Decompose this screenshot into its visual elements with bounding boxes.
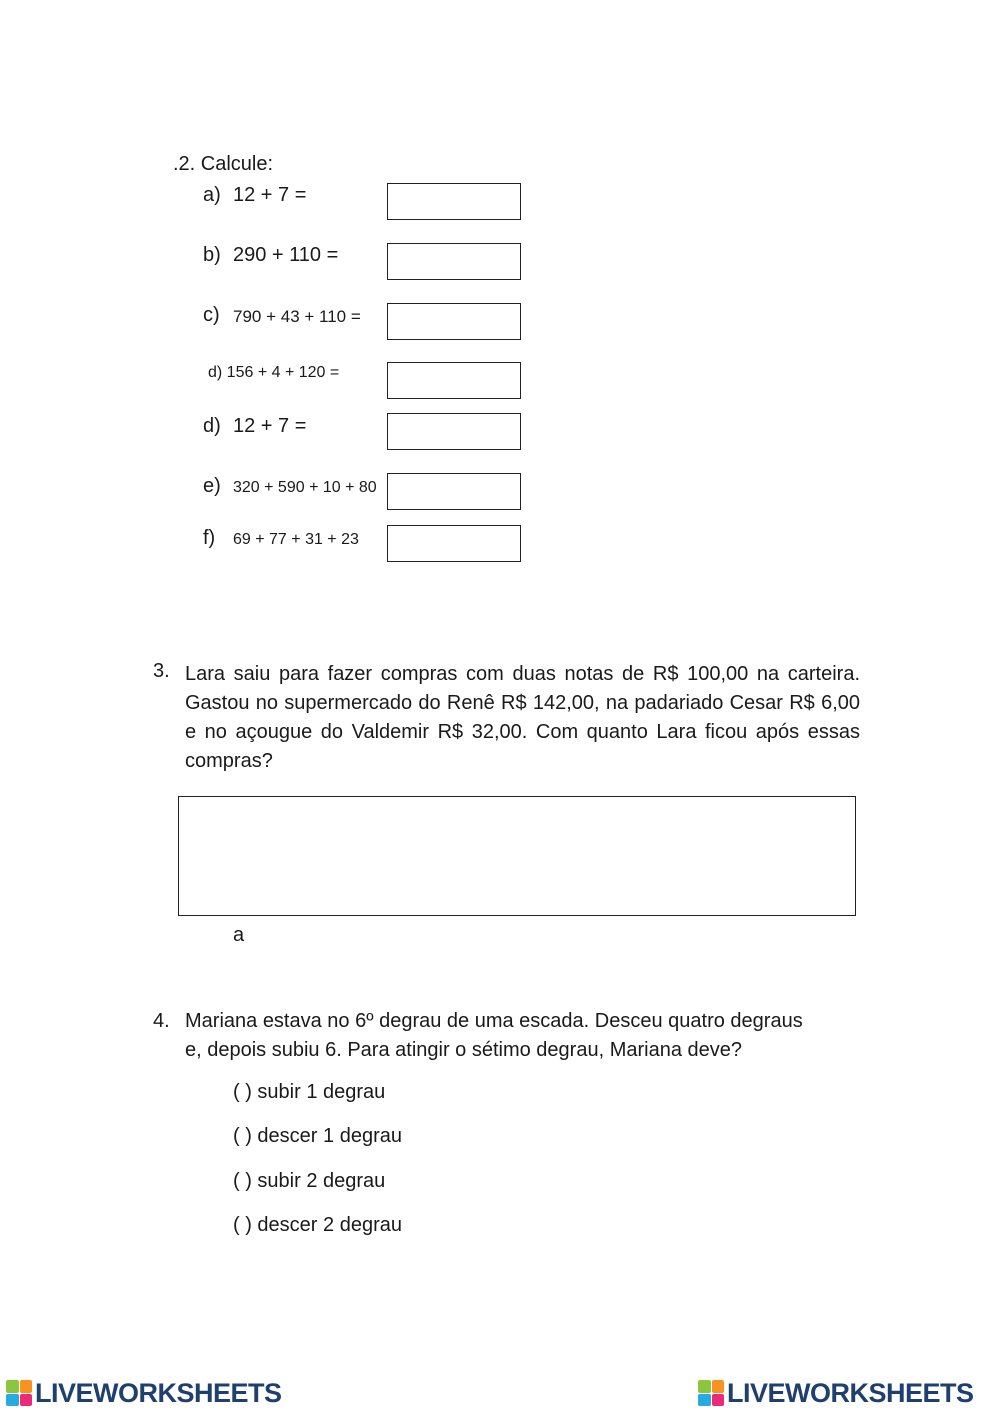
item-e-label: e) <box>203 475 221 497</box>
item-a-expression: 12 + 7 = <box>233 184 307 206</box>
item-a-label: a) <box>203 184 221 206</box>
brand-text-left: LIVEWORKSHEETS <box>35 1377 282 1408</box>
liveworksheets-logo-icon <box>698 1380 724 1406</box>
answer-box-c[interactable] <box>387 303 521 340</box>
item-b-expression: 290 + 110 = <box>233 244 339 266</box>
question-3-text: Lara saiu para fazer compras com duas notas de R$ 100,00 na carteira. Gastou no supermercado do Renê R$ 142,00, na padariado Cesar R$ 6,00 e no açougue do Valdemir R$ 32,00. Com quanto Lara ficou após essas compras? <box>185 663 860 772</box>
section-title: .2. Calcule: <box>173 153 274 175</box>
item-e-expression: 320 + 590 + 10 + 80 <box>233 479 377 496</box>
question-4-number: 4. <box>153 1010 170 1032</box>
item-c-expression: 790 + 43 + 110 = <box>233 307 361 326</box>
question-3-number: 3. <box>153 660 170 682</box>
answer-box-e[interactable] <box>387 473 521 510</box>
item-d2-expression: 12 + 7 = <box>233 415 307 437</box>
answer-box-question-3[interactable] <box>178 796 856 916</box>
item-c-label: c) <box>203 304 220 326</box>
answer-box-d1[interactable] <box>387 362 521 399</box>
question-4-line-1: Mariana estava no 6º degrau de uma escada. Desceu quatro degraus <box>185 1010 803 1032</box>
item-f-label: f) <box>203 527 216 549</box>
liveworksheets-logo-icon <box>6 1380 32 1406</box>
option-subir-2[interactable]: ( ) subir 2 degrau <box>233 1170 386 1192</box>
brand-text-right: LIVEWORKSHEETS <box>727 1377 974 1408</box>
stray-letter: a <box>233 924 245 946</box>
option-subir-1[interactable]: ( ) subir 1 degrau <box>233 1081 386 1103</box>
option-descer-1[interactable]: ( ) descer 1 degrau <box>233 1125 402 1147</box>
item-b-label: b) <box>203 244 221 266</box>
answer-box-d2[interactable] <box>387 413 521 450</box>
item-d1-label: d) 156 + 4 + 120 = <box>208 364 340 381</box>
answer-box-a[interactable] <box>387 183 521 220</box>
answer-box-b[interactable] <box>387 243 521 280</box>
answer-box-f[interactable] <box>387 525 521 562</box>
option-descer-2[interactable]: ( ) descer 2 degrau <box>233 1214 402 1236</box>
question-4-line-2: e, depois subiu 6. Para atingir o sétimo degrau, Mariana deve? <box>185 1039 743 1061</box>
logo-right <box>698 1378 974 1408</box>
logo-left <box>6 1378 282 1408</box>
item-d2-label: d) <box>203 415 221 437</box>
item-f-expression: 69 + 77 + 31 + 23 <box>233 531 359 548</box>
